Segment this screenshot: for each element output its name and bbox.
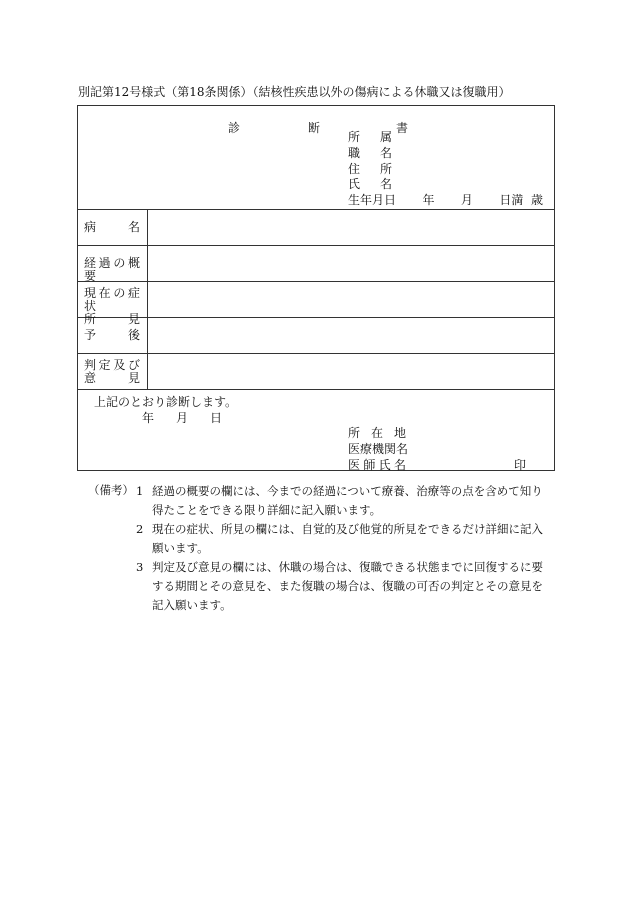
date-year-unit: 年 bbox=[142, 411, 155, 425]
form-heading: 別記第12号様式（第18条関係）（結核性疾患以外の傷病による休職又は復職用） bbox=[78, 85, 511, 99]
row-label-text: 所見 bbox=[84, 312, 140, 326]
birth-month-unit: 月 bbox=[460, 193, 473, 207]
remark-text: 現在の症状、所見の欄には、自覚的及び他覚的所見をできるだけ詳細に記入願います。 bbox=[152, 522, 543, 555]
row-label-text: 予後 bbox=[84, 328, 140, 342]
row-divider bbox=[78, 209, 554, 210]
birth-day-label: 日満 bbox=[499, 193, 524, 207]
location-label: 所在地 bbox=[348, 426, 406, 440]
affiliation-field[interactable] bbox=[348, 128, 392, 145]
affiliation-label: 所属 bbox=[348, 130, 392, 144]
birthdate-label: 生年月日 bbox=[348, 193, 397, 207]
remark-number: 3 bbox=[136, 560, 144, 574]
row-label-text: 経過の概要 bbox=[84, 256, 140, 283]
row-label-symptoms bbox=[84, 287, 140, 326]
row-label-prognosis bbox=[84, 329, 140, 342]
row-label-disease bbox=[84, 221, 140, 234]
remark-item bbox=[136, 520, 550, 558]
row-divider bbox=[78, 317, 554, 318]
job-title-label: 職名 bbox=[348, 146, 392, 160]
form-title bbox=[78, 119, 554, 135]
location-field[interactable] bbox=[348, 424, 406, 441]
remark-number: 1 bbox=[136, 484, 144, 498]
row-label-text: 判定及び bbox=[84, 358, 140, 372]
name-label: 氏名 bbox=[348, 177, 392, 191]
row-divider bbox=[78, 353, 554, 354]
birth-year-unit: 年 bbox=[422, 193, 435, 207]
institution-field[interactable] bbox=[348, 440, 409, 457]
closing-statement: 上記のとおり診断します。 bbox=[94, 395, 238, 409]
date-month-unit: 月 bbox=[175, 411, 188, 425]
column-divider bbox=[147, 209, 148, 389]
diagnosis-date[interactable] bbox=[142, 409, 222, 426]
row-label-progress bbox=[84, 257, 140, 283]
row-divider bbox=[78, 389, 554, 390]
title-char-2: 断 bbox=[308, 121, 321, 135]
row-label-text: 意見 bbox=[84, 371, 140, 385]
doctor-name-field[interactable] bbox=[348, 456, 406, 473]
remark-number: 2 bbox=[136, 522, 144, 536]
doctor-name-label: 医師氏名 bbox=[348, 458, 406, 472]
diagnosis-form bbox=[77, 105, 555, 471]
institution-label: 医療機関名 bbox=[348, 442, 409, 456]
job-title-field[interactable] bbox=[348, 144, 392, 161]
remarks-label: （備考） bbox=[88, 483, 134, 497]
address-label: 住所 bbox=[348, 162, 392, 176]
row-label-text: 病名 bbox=[84, 220, 140, 234]
remark-text: 判定及び意見の欄には、休職の場合は、復職できる状態までに回復するに要する期間とその意見を、また復職の場合は、復職の可否の判定とその意見を記入願います。 bbox=[152, 560, 543, 612]
row-divider bbox=[78, 245, 554, 246]
row-label-judgement bbox=[84, 359, 140, 385]
birthdate-field[interactable] bbox=[348, 191, 543, 208]
remark-text: 経過の概要の欄には、今までの経過について療養、治療等の点を含めて知り得たことをできる限り詳細に記入願います。 bbox=[152, 484, 543, 517]
row-divider bbox=[78, 281, 554, 282]
title-char-3: 書 bbox=[396, 121, 409, 135]
row-label-text: 現在の症状 bbox=[84, 286, 140, 313]
seal-mark: 印 bbox=[514, 458, 527, 472]
age-unit: 歳 bbox=[530, 193, 543, 207]
remark-item bbox=[136, 482, 550, 520]
name-field[interactable] bbox=[348, 175, 392, 192]
birth-day-age-unit bbox=[499, 191, 543, 208]
title-char-1: 診 bbox=[228, 121, 241, 135]
remark-item bbox=[136, 558, 550, 615]
date-day-unit: 日 bbox=[209, 411, 222, 425]
